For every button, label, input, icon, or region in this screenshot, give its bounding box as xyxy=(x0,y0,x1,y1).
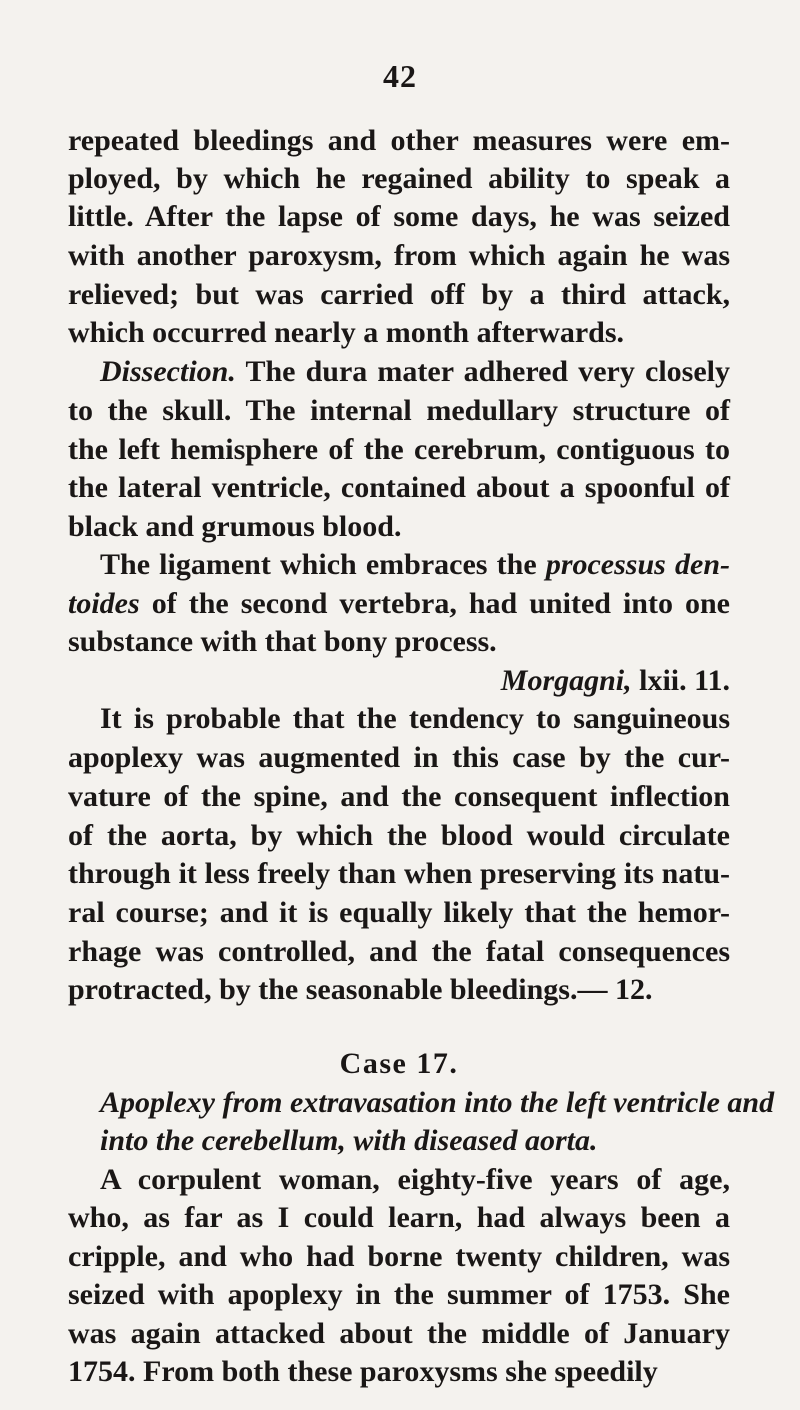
page-number: 42 xyxy=(383,58,417,94)
text-span: substance with that bony process. xyxy=(68,625,497,658)
italic-text: Apoplexy from extravasation into the left ventricle and xyxy=(100,1086,775,1119)
text-span: Case 17. xyxy=(339,1047,459,1080)
text-span: little. After the lapse of some days, he was seized xyxy=(68,200,730,233)
text-span: lxii. 11. xyxy=(631,664,730,697)
text-line xyxy=(68,972,730,1008)
text-span: the lateral ventricle, contained about a spoonful of xyxy=(68,471,730,504)
italic-text: processus den- xyxy=(545,548,730,581)
text-line xyxy=(68,315,730,351)
text-line xyxy=(68,818,730,854)
text-span: ral course; and it is equally likely that the hemor- xyxy=(68,896,730,929)
text-line xyxy=(68,779,730,815)
text-line xyxy=(68,393,730,429)
text-line xyxy=(68,663,730,699)
text-line xyxy=(68,509,730,545)
text-span: was again attacked about the middle of January xyxy=(68,1317,730,1350)
case-title-line xyxy=(100,1123,730,1159)
italic-text: toides xyxy=(68,587,140,620)
text-line xyxy=(68,624,730,660)
text-span: It is probable that the tendency to sanguineous xyxy=(100,702,730,735)
italic-text: Dissection. xyxy=(100,355,236,388)
text-line xyxy=(68,1200,730,1236)
text-line xyxy=(68,123,730,159)
text-line xyxy=(100,1162,730,1198)
text-line xyxy=(68,1239,730,1275)
text-span: the left hemisphere of the cerebrum, contiguous to xyxy=(68,433,730,466)
text-line xyxy=(68,1316,730,1352)
text-span: rhage was controlled, and the fatal consequences xyxy=(68,935,730,968)
text-span: with another paroxysm, from which again he was xyxy=(68,239,730,272)
text-span: A corpulent woman, eighty-five years of age, xyxy=(100,1163,730,1196)
italic-text: Morgagni, xyxy=(500,664,632,697)
text-span: which occurred nearly a month afterwards. xyxy=(68,316,625,349)
text-line xyxy=(68,432,730,468)
text-span: cripple, and who had borne twenty children, was xyxy=(68,1240,730,1273)
text-span: relieved; but was carried off by a third attack, xyxy=(68,278,730,311)
text-span: repeated bleedings and other measures were em- xyxy=(68,124,730,157)
text-span: protracted, by the seasonable bleedings.— 12. xyxy=(68,973,653,1006)
text-span: of the aorta, by which the blood would circulate xyxy=(68,819,730,852)
text-line xyxy=(100,701,730,737)
text-line xyxy=(100,354,730,390)
text-line xyxy=(68,856,730,892)
case-heading xyxy=(68,1046,730,1082)
text-line xyxy=(68,277,730,313)
text-line xyxy=(68,934,730,970)
text-line xyxy=(68,586,730,622)
text-line xyxy=(68,161,730,197)
case-title-line xyxy=(100,1085,775,1121)
italic-text: into the cerebellum, with diseased aorta. xyxy=(100,1124,598,1157)
text-line xyxy=(68,199,730,235)
text-line xyxy=(68,1354,730,1390)
text-span: ployed, by which he regained ability to speak a xyxy=(68,162,730,195)
text-span: apoplexy was augmented in this case by the cur- xyxy=(68,741,730,774)
text-line xyxy=(68,470,730,506)
text-line xyxy=(68,895,730,931)
text-span: 1754. From both these paroxysms she speedily xyxy=(68,1355,658,1388)
text-span: seized with apoplexy in the summer of 1753. She xyxy=(68,1278,730,1311)
text-span: who, as far as I could learn, had always been a xyxy=(68,1201,730,1234)
text-span: vature of the spine, and the consequent inflection xyxy=(68,780,730,813)
text-span: The dura mater adhered very closely xyxy=(235,355,730,388)
text-line xyxy=(100,547,730,583)
text-span: of the second vertebra, had united into one xyxy=(139,587,730,620)
text-span: to the skull. The internal medullary structure of xyxy=(68,394,730,427)
text-span: through it less freely than when preserving its natu- xyxy=(68,857,730,890)
text-line xyxy=(68,238,730,274)
text-line xyxy=(68,1277,730,1313)
text-span: black and grumous blood. xyxy=(68,510,402,543)
text-line xyxy=(68,740,730,776)
text-span: The ligament which embraces the xyxy=(100,548,546,581)
